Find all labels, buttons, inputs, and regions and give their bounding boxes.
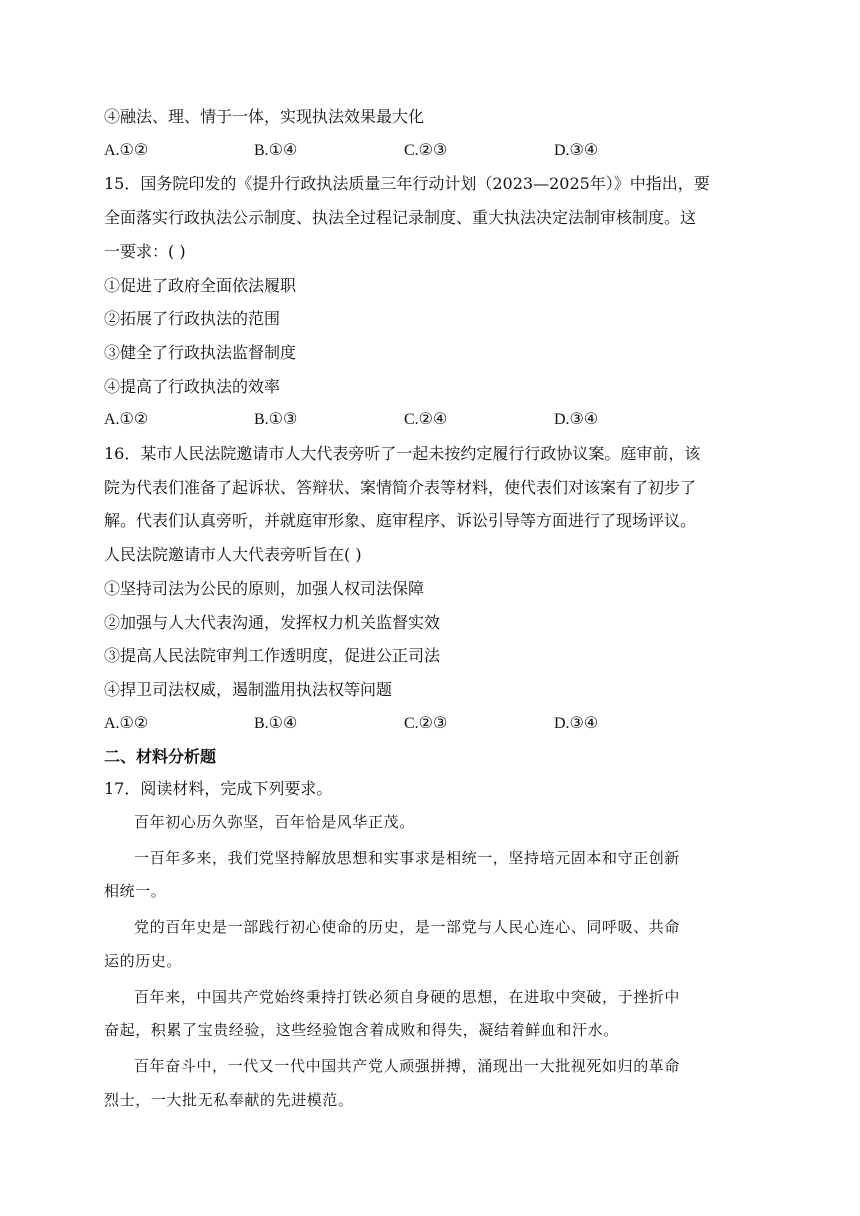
- q16-stem-line-1: 16．某市人民法院邀请市人大代表旁听了一起未按约定履行行政协议案。庭审前，该: [104, 444, 701, 464]
- q17-material-para-5: [104, 1050, 754, 1117]
- q17-para-5-line-2: 烈士，一大批无私奉献的先进模范。: [104, 1090, 354, 1109]
- q15-item-2: ②拓展了行政执法的范围: [104, 309, 281, 329]
- q14-options: [104, 134, 754, 168]
- q15-option-c: C.②④: [404, 411, 448, 429]
- q14-option-a: A.①②: [104, 141, 149, 159]
- q15-option-b: B.①③: [254, 411, 298, 429]
- section-title: 二、材料分析题: [104, 747, 217, 767]
- q17-stem: 17．阅读材料，完成下列要求。: [104, 779, 333, 799]
- q17-material-para-4: [104, 981, 754, 1048]
- q16-option-c: C.②③: [404, 714, 448, 732]
- q16-stem: [104, 437, 754, 572]
- q17-para-2-line-2: 相统一。: [104, 882, 167, 901]
- q16-item-2: ②加强与人大代表沟通，发挥权力机关监督实效: [104, 612, 441, 632]
- q17-material-para-2: [104, 842, 754, 909]
- q16-option-a: A.①②: [104, 714, 149, 732]
- q15-stem-line-1: 15．国务院印发的《提升行政执法质量三年行动计划（2023—2025年）》中指出，要: [104, 174, 710, 194]
- q15-options: [104, 403, 754, 437]
- q15-item-4: ④提高了行政执法的效率: [104, 376, 281, 396]
- q14-item-4: ④融法、理、情于一体，实现执法效果最大化: [104, 107, 425, 126]
- q15-option-a: A.①②: [104, 411, 149, 429]
- exam-page: [104, 100, 754, 1119]
- q15-item-1: ①促进了政府全面依法履职: [104, 275, 297, 295]
- q17-para-2-line-1: 一百年多来，我们党坚持解放思想和实事求是相统一，坚持培元固本和守正创新: [134, 848, 681, 867]
- q17-para-3-line-2: 运的历史。: [104, 951, 183, 970]
- q14-option-d: D.③④: [554, 141, 599, 159]
- q14-option-b: B.①④: [254, 141, 298, 159]
- q16-option-b: B.①④: [254, 714, 298, 732]
- q17-para-3-line-1: 党的百年史是一部践行初心使命的历史，是一部党与人民心连心、同呼吸、共命: [134, 918, 681, 937]
- q16-stem-line-2: 院为代表们准备了起诉状、答辩状、案情简介表等材料，使代表们对该案有了初步了: [104, 477, 697, 497]
- q17-material: [104, 806, 754, 1117]
- q15-stem: [104, 167, 754, 268]
- q14-option-c: C.②③: [404, 141, 448, 159]
- q16-item-3: ③提高人民法院审判工作透明度，促进公正司法: [104, 646, 441, 666]
- q17-para-4-line-2: 奋起，积累了宝贵经验，这些经验饱含着成败和得失，凝结着鲜血和汗水。: [104, 1021, 619, 1040]
- q17-para-4-line-1: 百年来，中国共产党始终秉持打铁必须自身硬的思想，在进取中突破，于挫折中: [134, 987, 681, 1006]
- q17-material-para-1: 百年初心历久弥坚，百年恰是风华正茂。: [134, 813, 415, 832]
- q16-option-d: D.③④: [554, 714, 599, 732]
- q15-stem-line-2: 全面落实行政执法公示制度、执法全过程记录制度、重大执法决定法制审核制度。这: [104, 208, 697, 228]
- q16-item-4: ④捍卫司法权威，遏制滥用执法权等问题: [104, 679, 393, 699]
- q16-stem-line-4: 人民法院邀请市人大代表旁听旨在( ): [104, 545, 362, 565]
- q17-material-para-3: [104, 911, 754, 978]
- q16-item-1: ①坚持司法为公民的原则，加强人权司法保障: [104, 578, 425, 598]
- q15-stem-line-3: 一要求：( ): [104, 241, 186, 261]
- q15-option-d: D.③④: [554, 411, 599, 429]
- q17-para-5-line-1: 百年奋斗中，一代又一代中国共产党人顽强拼搏，涌现出一大批视死如归的革命: [134, 1056, 681, 1075]
- q16-options: [104, 707, 754, 741]
- q15-item-3: ③健全了行政执法监督制度: [104, 342, 297, 362]
- q16-stem-line-3: 解。代表们认真旁听，并就庭审形象、庭审程序、诉讼引导等方面进行了现场评议。: [104, 511, 697, 531]
